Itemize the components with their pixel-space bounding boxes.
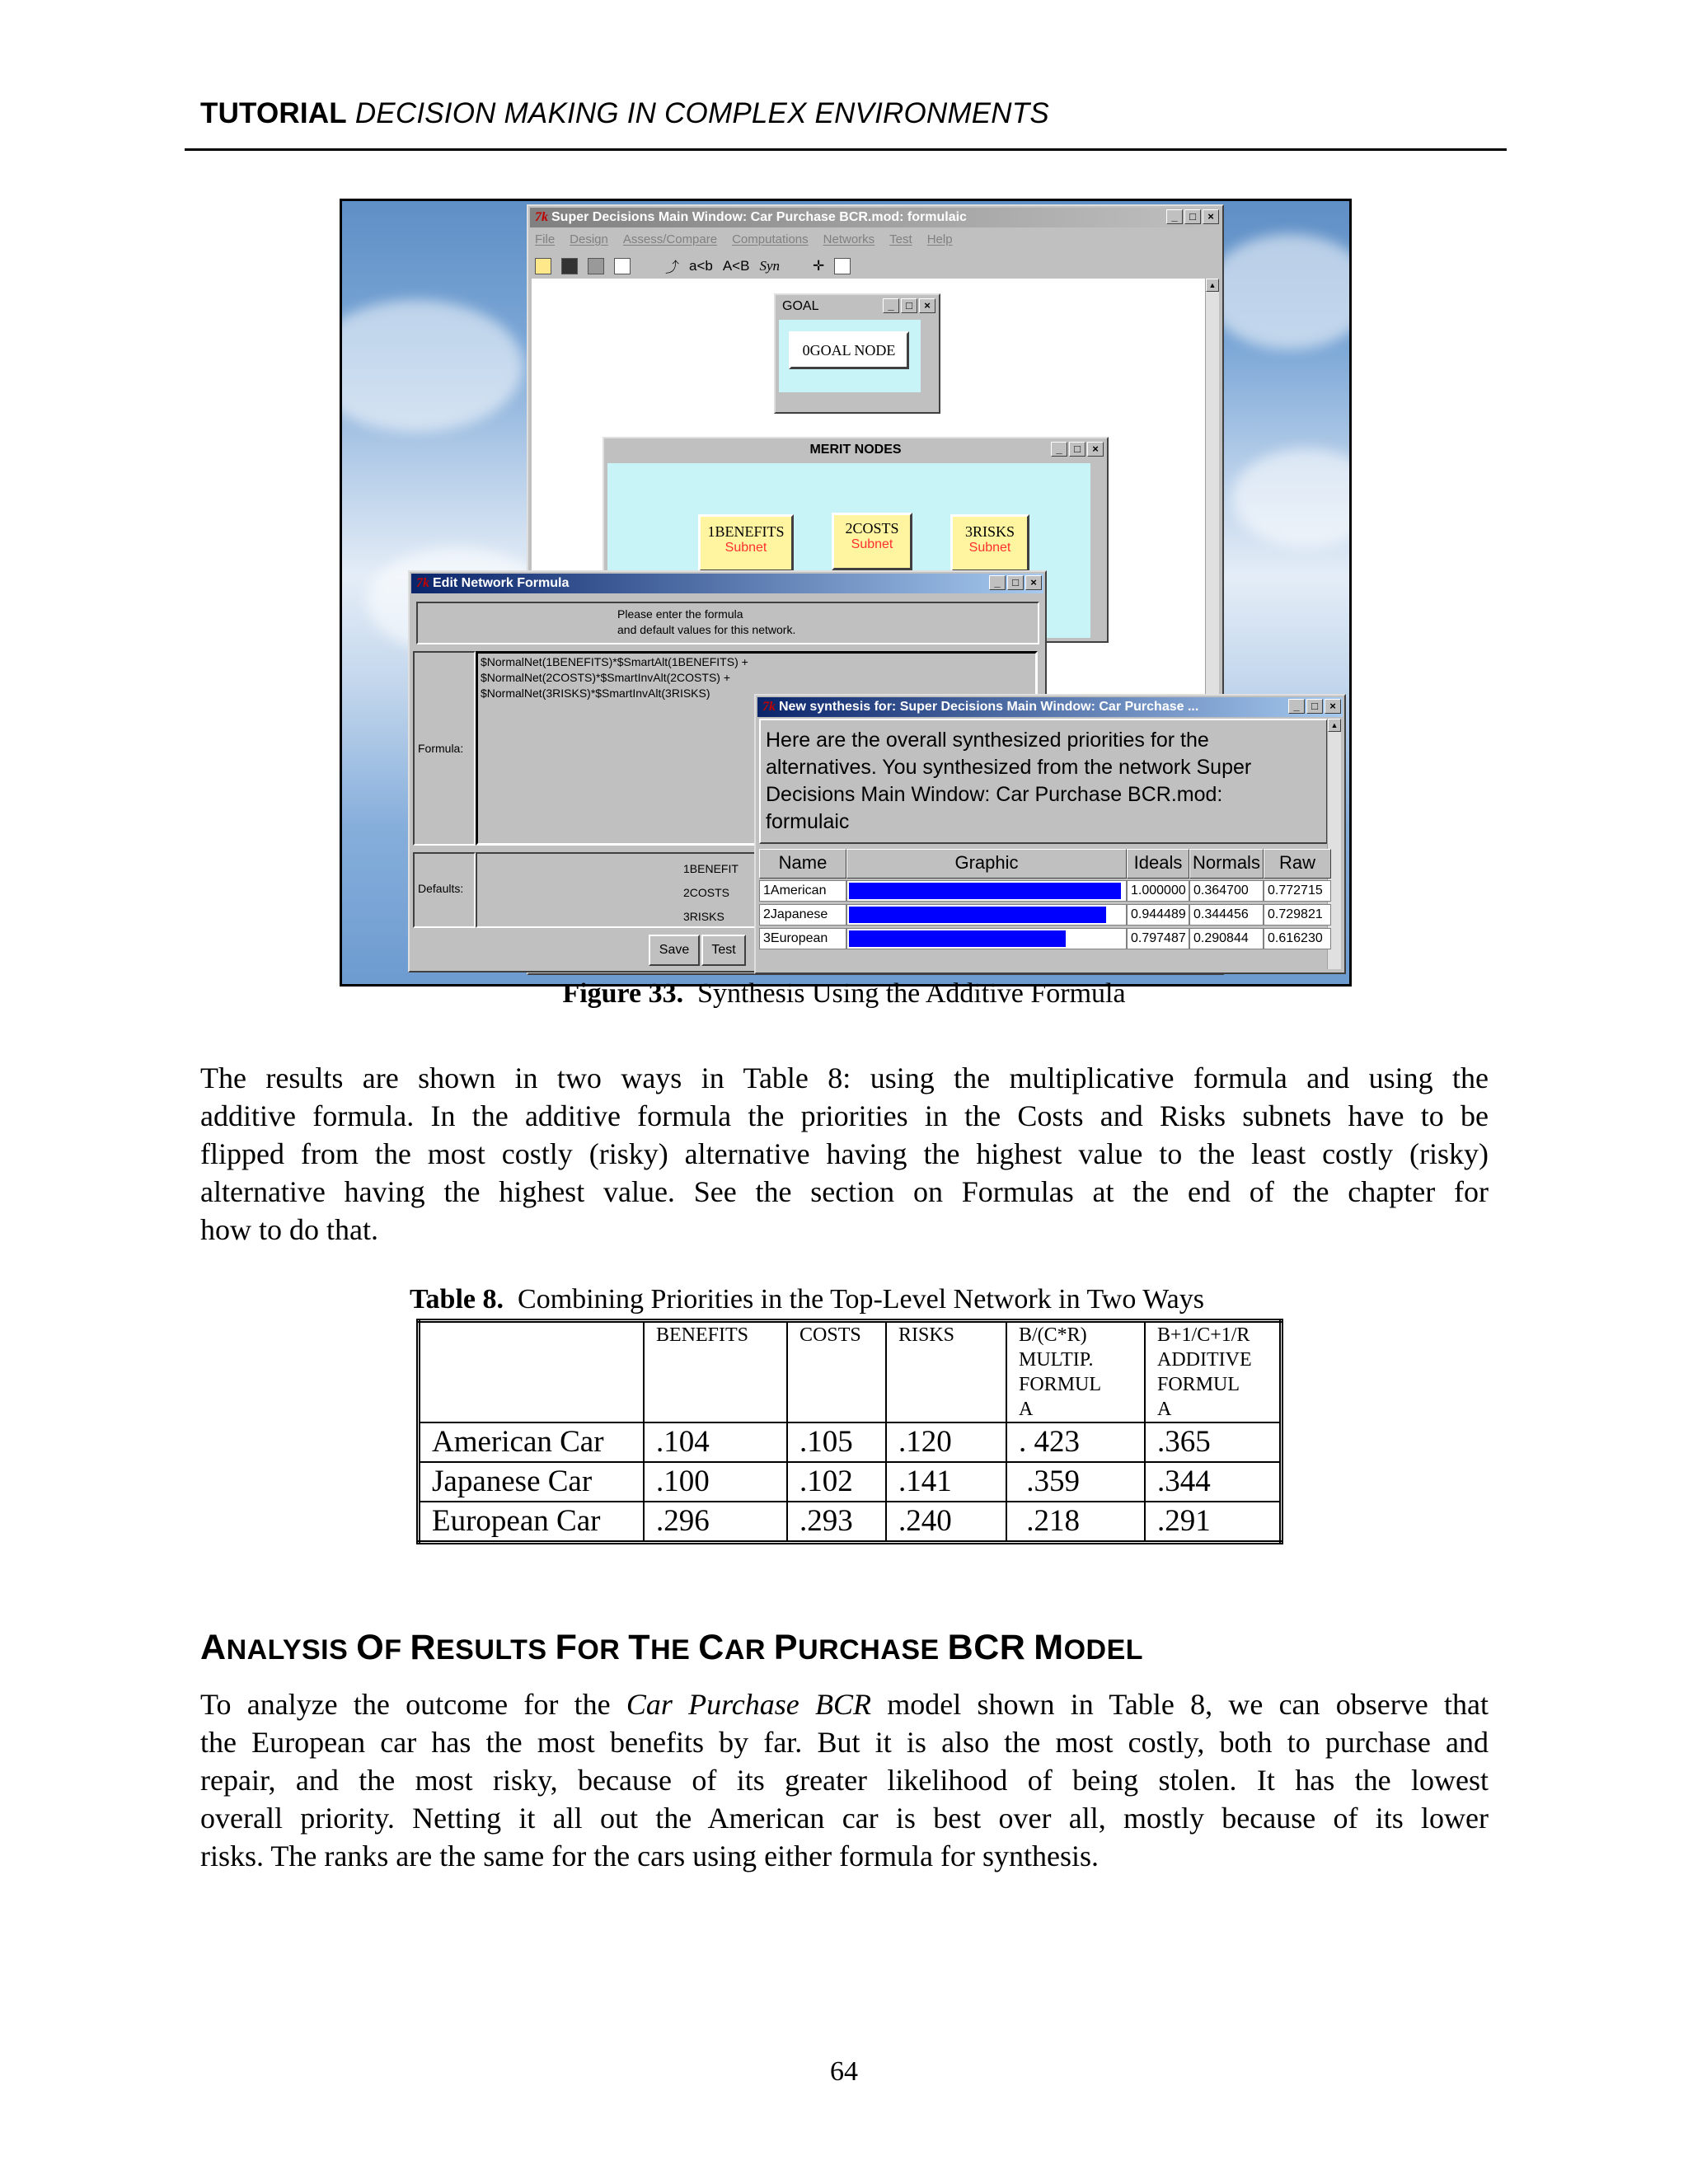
close-icon[interactable]: × (1203, 209, 1219, 224)
node-benefits-sub: Subnet (724, 541, 767, 555)
close-icon[interactable]: × (1025, 575, 1042, 590)
heading-rest: HE (650, 1634, 691, 1666)
synthesis-row-raw: 0.729821 (1264, 904, 1331, 926)
figure-caption (0, 978, 1688, 1010)
close-icon[interactable]: × (919, 298, 935, 313)
paragraph-line (200, 1723, 1489, 1761)
table-cell: American Car (419, 1422, 645, 1462)
synthesis-row-graphic (846, 928, 1127, 949)
table-row (419, 1422, 1282, 1462)
goal-window-title: GOAL (782, 299, 819, 313)
figure-caption-label: Figure 33. (562, 978, 684, 1009)
minimize-icon[interactable]: _ (883, 298, 899, 313)
save-button[interactable]: Save (649, 935, 700, 966)
paragraph-analysis (200, 1685, 1489, 1875)
heading-rest: AR (724, 1634, 766, 1666)
print-icon[interactable] (588, 258, 604, 274)
paragraph-line: alternative having the highest value. See the section on Formulas at the end of the chapter for (200, 1175, 1489, 1208)
paragraph-line (200, 1799, 1489, 1837)
default-risks: 3RISKS (683, 910, 724, 923)
maximize-icon[interactable]: □ (1306, 699, 1323, 714)
heading-cap: C (698, 1628, 724, 1667)
message-line-1: Here are the overall synthesized priorities for the (766, 729, 1209, 752)
edit-pencil-icon[interactable] (614, 258, 631, 274)
synthesis-table (759, 849, 1323, 964)
minimize-icon[interactable]: _ (1288, 699, 1305, 714)
message-line-3: Decisions Main Window: Car Purchase BCR.mod: (766, 783, 1223, 806)
formula-window-controls (989, 575, 1042, 590)
merit-window-title: MERIT NODES (809, 443, 902, 457)
heading-cap: F (555, 1628, 578, 1667)
formula-line-3: $NormalNet(3RISKS)*$SmartInvAlt(3RISKS) (481, 687, 710, 700)
table-caption-text: Combining Priorities in the Top-Level Network in Two Ways (504, 1284, 1204, 1315)
merit-window-titlebar[interactable] (606, 440, 1105, 460)
heading-cap: O (356, 1628, 385, 1667)
formula-line-1: $NormalNet(1BENEFITS)*$SmartAlt(1BENEFITS) + (481, 655, 748, 668)
heading-cap: T (628, 1628, 651, 1667)
tool-syn[interactable]: Syn (759, 257, 780, 274)
paragraph-text: model shown in Table 8, we can observe that (871, 1688, 1489, 1721)
default-benefit: 1BENEFIT (683, 862, 738, 875)
menu-file[interactable]: File (535, 232, 556, 246)
table-cell: .291 (1145, 1502, 1282, 1543)
table-cell: Japanese Car (419, 1462, 645, 1502)
col-raw-header[interactable]: Raw (1264, 849, 1331, 879)
table-row (419, 1462, 1282, 1502)
table-cell: . 423 (1006, 1422, 1145, 1462)
node-costs-sub: Subnet (851, 537, 893, 551)
goal-node[interactable]: 0GOAL NODE (789, 331, 909, 369)
minimize-icon[interactable]: _ (989, 575, 1006, 590)
paragraph-text: To analyze the outcome for the (200, 1688, 626, 1721)
node-costs[interactable] (832, 513, 912, 570)
synthesis-row-name: 2Japanese (759, 904, 846, 926)
paragraph-text: overall priority. Netting it all out the American car is best over all, mostly because of its lower (200, 1802, 1489, 1835)
table-cell: .359 (1006, 1462, 1145, 1502)
table-header-cell: B+1/C+1/R ADDITIVE FORMUL A (1145, 1321, 1282, 1423)
formula-label: Formula: (418, 742, 464, 755)
synthesis-message (766, 727, 1251, 836)
table-header-cell (419, 1321, 645, 1423)
table-header-cell: COSTS (787, 1321, 886, 1423)
model-name-italic: Car Purchase BCR (626, 1688, 872, 1721)
paragraph-line (200, 1685, 1489, 1723)
synthesis-row-normal: 0.364700 (1189, 880, 1264, 902)
table-header-cell: BENEFITS (644, 1321, 787, 1423)
table-cell: .120 (886, 1422, 1006, 1462)
table-cell: .141 (886, 1462, 1006, 1502)
node-risks[interactable] (950, 514, 1029, 572)
node-costs-label: 2COSTS (845, 520, 899, 537)
header-rule (185, 148, 1507, 151)
menu-networks[interactable]: Networks (823, 232, 875, 246)
paragraph-line: how to do that. (200, 1213, 378, 1246)
col-normals-header[interactable]: Normals (1189, 849, 1264, 879)
defaults-values (683, 857, 738, 929)
main-window-title: Super Decisions Main Window: Car Purchase BCR.mod: formulaic (551, 210, 967, 224)
synthesis-window-controls (1288, 699, 1341, 714)
synthesis-row-graphic (846, 904, 1127, 926)
heading-cap: P (773, 1628, 799, 1667)
header-italic: DECISION MAKING IN COMPLEX ENVIRONMENTS (354, 97, 1049, 129)
paragraph-line (200, 1837, 1489, 1875)
synthesis-row-ideal: 0.944489 (1127, 904, 1189, 926)
formula-line-2: $NormalNet(2COSTS)*$SmartInvAlt(2COSTS) + (481, 671, 731, 684)
menu-help[interactable]: Help (926, 232, 953, 246)
table-cell: .296 (644, 1502, 787, 1543)
formula-window-titlebar[interactable] (411, 574, 1043, 593)
formula-text (481, 654, 748, 701)
open-folder-icon[interactable] (535, 258, 551, 274)
scroll-up-icon[interactable]: ▲ (1206, 279, 1219, 292)
col-ideals-header[interactable]: Ideals (1127, 849, 1189, 879)
node-benefits-label: 1BENEFITS (707, 523, 785, 540)
main-window-titlebar[interactable] (530, 208, 1221, 227)
table-cell: .240 (886, 1502, 1006, 1543)
table-cell: .102 (787, 1462, 886, 1502)
synthesis-row-raw: 0.616230 (1264, 928, 1331, 949)
merit-window-controls (1051, 442, 1104, 457)
move-cross-icon[interactable]: ✛ (813, 257, 825, 274)
menu-design[interactable]: Design (570, 232, 608, 246)
figure-caption-text: Synthesis Using the Additive Formula (683, 978, 1126, 1009)
synthesis-row-graphic (846, 880, 1127, 902)
maximize-icon[interactable]: □ (1184, 209, 1201, 224)
priorities-table (416, 1319, 1283, 1544)
priority-bar (849, 930, 1066, 947)
formula-prompt: Please enter the formula and default values for this network. (617, 607, 796, 636)
synthesis-row-ideal: 0.797487 (1127, 928, 1189, 949)
tk-icon: 7k (762, 700, 776, 714)
cloud-decoration (1232, 448, 1352, 547)
priority-bar (849, 907, 1106, 923)
table-cell: .293 (787, 1502, 886, 1543)
synthesis-window-title: New synthesis for: Super Decisions Main Window: Car Purchase ... (779, 700, 1199, 714)
heading-rest: URCHASE (798, 1634, 940, 1666)
toolbar (535, 255, 851, 276)
table-caption-label: Table 8. (410, 1284, 504, 1315)
col-graphic-header[interactable]: Graphic (846, 849, 1127, 879)
table-header-row (419, 1321, 1282, 1423)
menu-assess-compare[interactable]: Assess/Compare (622, 232, 718, 246)
col-name-header[interactable]: Name (759, 849, 846, 879)
tool-A-lt-B[interactable]: A<B (722, 257, 750, 274)
heading-rest: ESULTS (436, 1634, 547, 1666)
node-risks-label: 3RISKS (964, 523, 1015, 540)
connect-arrow-icon[interactable]: ⤴ (665, 260, 679, 275)
heading-cap: A (200, 1628, 227, 1667)
message-line-4: formulaic (766, 810, 850, 833)
main-window-controls (1166, 209, 1219, 224)
heading-cap: M (1034, 1628, 1064, 1667)
node-risks-sub: Subnet (968, 541, 1011, 555)
scroll-up-icon[interactable]: ▲ (1328, 719, 1341, 732)
header-bold: TUTORIAL (200, 97, 347, 129)
paragraph-text: repair, and the most risky, because of its greater likelihood of being stolen. It has the lowest (200, 1764, 1489, 1797)
default-costs: 2COSTS (683, 886, 730, 899)
heading-rest: OR (577, 1634, 621, 1666)
maximize-icon[interactable]: □ (901, 298, 917, 313)
paragraph-results (200, 1059, 1489, 1249)
table-cell: .344 (1145, 1462, 1282, 1502)
page-number: 64 (830, 2056, 858, 2087)
paragraph-line (200, 1761, 1489, 1799)
heading-rest: ODEL (1063, 1634, 1144, 1666)
table-header-cell: RISKS (886, 1321, 1006, 1423)
minimize-icon[interactable]: _ (1051, 442, 1067, 457)
synthesis-row-normal: 0.344456 (1189, 904, 1264, 926)
synthesis-row-name: 1American (759, 880, 846, 902)
message-line-2: alternatives. You synthesized from the network Super (766, 756, 1252, 779)
minimize-icon[interactable]: _ (1166, 209, 1183, 224)
synthesis-row-ideal: 1.000000 (1127, 880, 1189, 902)
goal-window-controls (883, 298, 935, 313)
node-benefits[interactable] (698, 514, 794, 572)
running-header (200, 97, 1049, 130)
defaults-label: Defaults: (418, 882, 464, 895)
tk-icon: 7k (416, 576, 429, 590)
heading-cap: BCR (947, 1628, 1026, 1667)
close-icon[interactable]: × (1325, 699, 1341, 714)
cloud-decoration (1207, 234, 1352, 349)
synthesis-window-titlebar[interactable] (757, 697, 1343, 717)
figure-screenshot (340, 199, 1352, 987)
menu-bar (535, 232, 953, 246)
menu-test[interactable]: Test (889, 232, 912, 246)
synthesis-row-name: 3European (759, 928, 846, 949)
paragraph-line: additive formula. In the additive formula the priorities in the Costs and Risks subnets have to be (200, 1099, 1489, 1132)
formula-window-title: Edit Network Formula (433, 576, 570, 590)
cloud-decoration (340, 300, 523, 432)
paragraph-text: risks. The ranks are the same for the cars using either formula for synthesis. (200, 1840, 1100, 1872)
menu-computations[interactable]: Computations (732, 232, 809, 246)
table-cell: .365 (1145, 1422, 1282, 1462)
paragraph-line: The results are shown in two ways in Table 8: using the multiplicative formula and using the (200, 1062, 1489, 1094)
table-cell: European Car (419, 1502, 645, 1543)
synthesis-window (754, 694, 1346, 974)
tool-a-lt-b[interactable]: a<b (689, 257, 713, 274)
test-button[interactable]: Test (701, 935, 746, 966)
table-caption (410, 1284, 1204, 1315)
paragraph-text: the European car has the most benefits by far. But it is also the most costly, both to purchase and (200, 1726, 1489, 1759)
save-disk-icon[interactable] (561, 258, 578, 274)
synthesis-row-normal: 0.290844 (1189, 928, 1264, 949)
paragraph-line: flipped from the most costly (risky) alternative having the highest value to the least costly (risky) (200, 1137, 1489, 1170)
heading-rest: NALYSIS (226, 1634, 349, 1666)
synthesis-row-raw: 0.772715 (1264, 880, 1331, 902)
tk-icon: 7k (535, 210, 548, 224)
goal-window (774, 293, 940, 414)
heading-cap: R (410, 1628, 436, 1667)
priority-bar (849, 883, 1121, 899)
close-icon[interactable]: × (1087, 442, 1104, 457)
heading-rest: F (384, 1634, 402, 1666)
table-cell: .105 (787, 1422, 886, 1462)
help-question-icon[interactable] (834, 258, 851, 274)
table-row (419, 1502, 1282, 1543)
table-cell: .218 (1006, 1502, 1145, 1543)
maximize-icon[interactable]: □ (1007, 575, 1024, 590)
section-heading (200, 1628, 1143, 1668)
table-cell: .100 (644, 1462, 787, 1502)
table-cell: .104 (644, 1422, 787, 1462)
maximize-icon[interactable]: □ (1069, 442, 1085, 457)
table-header-cell: B/(C*R) MULTIP. FORMUL A (1006, 1321, 1145, 1423)
